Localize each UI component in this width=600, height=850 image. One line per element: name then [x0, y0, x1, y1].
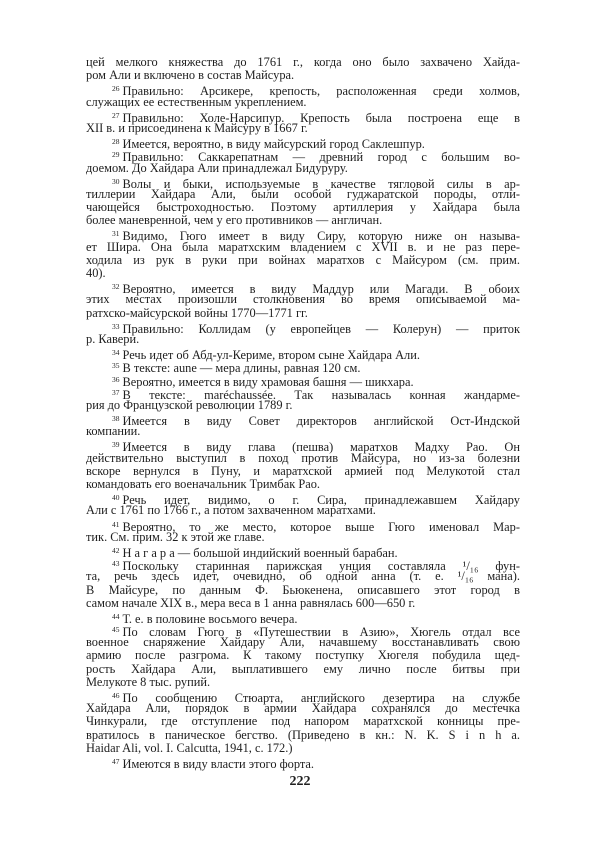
line-text: Имеется в виду глава (пешва) маратхов Мадху Рао. Он	[122, 440, 520, 455]
footnote-number: 27	[112, 110, 120, 120]
line-text: В Майсуре, по данным Ф. Бьюкенена, описавшего этот город в	[86, 582, 520, 597]
line-text: В тексте: maréchaussée. Так называлась конная жандарме-	[122, 387, 520, 402]
line-text: командовать его военачальник Тримбак Рао.	[86, 477, 320, 491]
footnote	[86, 438, 520, 491]
line-text: Мелукоте 8 тыс. рупий.	[86, 674, 211, 689]
footnote-number: 45	[112, 625, 120, 635]
line-text: Вероятно, имеется в виду Маддур или Магади. В обоих	[122, 282, 520, 297]
line-text: ходила из рук в руки при войнах маратхов с Майсуром (см. прим.	[86, 252, 520, 267]
line-text: цей мелкого княжества до 1761 г., когда оно было захвачено Хайда-	[86, 55, 520, 69]
line-text: 40).	[86, 266, 106, 280]
line-text: вскоре вернулся в Пуну, и маратхской армией под Мелукотой стал	[86, 463, 520, 478]
footnote	[86, 175, 520, 228]
footnote	[86, 346, 520, 363]
footnote	[86, 755, 520, 771]
line-text: Вероятно, имеется в виду храмовая башня — шикхара.	[122, 374, 414, 389]
footnote-number: 38	[112, 414, 120, 424]
footnote-number: 43	[112, 559, 120, 569]
text-line	[86, 610, 520, 626]
footnote	[86, 491, 520, 517]
line-text: армию после разгрома. К такому поступку Хюгеля побудила щед-	[86, 648, 520, 663]
line-text: Али с 1761 по 1766 г., а потом захваченном маратхами.	[86, 503, 376, 518]
page-number: 222	[289, 774, 311, 789]
text-line	[86, 254, 520, 267]
text-line	[86, 676, 520, 689]
line-text: Чинкурали, где отступление под напором маратхской конницы пре-	[86, 714, 520, 729]
footnote	[86, 320, 520, 346]
footnote-number: 30	[112, 176, 120, 186]
text-line	[86, 478, 520, 491]
line-text: По сообщению Стюарта, английского дезертира на службе	[122, 691, 520, 705]
text-line	[86, 755, 520, 771]
footnote	[86, 373, 520, 389]
line-text: этих местах произошли столкновения во время описываемой ма-	[86, 292, 520, 307]
text-line	[86, 346, 520, 363]
line-text: ром Али и включено в состав Майсура.	[86, 68, 295, 83]
footnote-number: 28	[112, 137, 120, 147]
text-line	[86, 359, 520, 376]
line-text: действительно выступил в поход против Майсура, но из-за болезни	[86, 450, 520, 465]
footnote	[86, 544, 520, 560]
footnote	[86, 109, 520, 135]
footnote	[86, 280, 520, 320]
line-text: тиллерии Хайдара Али, были особой гуджаратской породы, отли-	[86, 186, 520, 201]
line-text: Волы и быки, используемые в качестве тягловой силы в ар-	[122, 176, 520, 191]
line-text: рость Хайдара Али, выплатившего ему лично после битвы при	[86, 661, 520, 676]
footnote	[86, 227, 520, 280]
text-line	[86, 320, 520, 336]
text-line	[86, 742, 520, 755]
line-text: ет Шира. Она была маратхским владением с XVII в. и не раз пере-	[86, 239, 520, 254]
line-text: Речь идет, видимо, о г. Сира, принадлежавшем Хайдару	[122, 493, 520, 508]
line-text: Т. е. в половине восьмого вечера.	[122, 611, 298, 626]
text-line	[86, 373, 520, 389]
footnote-number: 47	[112, 756, 120, 766]
line-text: По словам Гюго в «Путешествии в Азию», Хюгель отдал все	[122, 625, 520, 640]
footnote-number: 40	[112, 493, 120, 503]
text-line	[86, 544, 520, 560]
line-text: военное снаряжение Хайдару Али, начавшему восстанавливать свою	[86, 635, 520, 650]
line-text: Вероятно, то же место, которое выше Гюго именовал Мар-	[122, 519, 520, 534]
line-text: Н а г а р а — большой индийский военный барабан.	[122, 545, 398, 560]
line-text: В тексте: aune — мера длины, равная 120 см.	[122, 361, 361, 376]
footnote	[86, 610, 520, 626]
footnote-number: 31	[112, 229, 120, 239]
footnote-number: 35	[112, 361, 120, 371]
footnote-number: 39	[112, 440, 120, 450]
line-text: XII в. и присоединена к Майсуру в 1667 г.	[86, 120, 308, 135]
footnote	[86, 135, 520, 152]
text-line	[86, 412, 520, 429]
footnote-number: 26	[112, 84, 120, 94]
text-line	[86, 69, 520, 82]
line-text: Имеется, вероятно, в виду майсурский город Саклешпур.	[122, 137, 425, 152]
footnote-number: 36	[112, 374, 120, 384]
footnote-number: 37	[112, 387, 120, 397]
line-text: компании.	[86, 424, 141, 439]
footnote	[86, 56, 520, 82]
line-text: ратхско-майсурской войны 1770—1771 гг.	[86, 305, 308, 320]
footnote-number: 29	[112, 150, 120, 160]
footnote	[86, 518, 520, 544]
footnote-number: 42	[112, 545, 120, 555]
line-text: служащих ее естественным укреплением.	[86, 94, 307, 109]
line-text: Правильно: Арсикере, крепость, расположенная среди холмов,	[122, 84, 520, 99]
line-text: доемом. До Хайдара Али принадлежал Бидуруру.	[86, 160, 348, 175]
line-text: самом начале XIX в., мера веса в 1 анна равнялась 600—650 г.	[86, 595, 416, 610]
line-text: Видимо, Гюго имеет в виду Сиру, которую ниже он называ-	[122, 229, 520, 244]
line-text: более маневренной, чем у его противников — англичан.	[86, 213, 383, 228]
footnote	[86, 148, 520, 174]
line-text: Правильно: Коллидам (у европейцев — Колерун) — приток	[122, 321, 520, 336]
line-text: тик. См. прим. 32 к этой же главе.	[86, 529, 265, 544]
line-text: Имеются в виду власти этого форта.	[122, 756, 315, 771]
line-text: Правильно: Саккарепатнам — древний город с большим во-	[122, 150, 520, 165]
line-text: р. Кавери.	[86, 331, 140, 346]
footnote	[86, 557, 520, 610]
footnote-number: 33	[112, 321, 120, 331]
footnote-number: 32	[112, 282, 120, 292]
line-text: чающейся быстроходностью. Поэтому артиллерия у Хайдара была	[86, 200, 520, 215]
footnotes-text	[86, 55, 520, 771]
line-text: Правильно: Холе-Нарсипур. Крепость была построена еще в	[122, 110, 520, 125]
line-text: Хайдара Али, порядок в армии Хайдара сохранялся до местечка	[86, 701, 520, 716]
text-line	[86, 597, 520, 610]
footnote	[86, 386, 520, 412]
text-line	[86, 267, 520, 280]
line-text: Речь идет об Абд-ул-Кериме, втором сыне Хайдара Али.	[122, 348, 420, 363]
line-text: Haidar Ali, vol. I. Calcutta, 1941, c. 172.)	[86, 740, 293, 755]
footnote	[86, 623, 520, 689]
line-text: рия до Французской революции 1789 г.	[86, 397, 293, 412]
footnote-number: 34	[112, 348, 120, 358]
text-line	[86, 307, 520, 320]
footnote	[86, 359, 520, 376]
footnote-number: 46	[112, 691, 120, 700]
line-text: вратилось в паническое бегство. (Приведено в кн.: N. K. S i n h a.	[86, 727, 520, 742]
text-line	[86, 214, 520, 227]
line-text: Поскольку старинная парижская унция составляла ¹/₁₆ фун-	[122, 559, 520, 574]
footnote	[86, 412, 520, 438]
footnote	[86, 82, 520, 108]
footnote-number: 44	[112, 611, 120, 621]
text-line	[86, 135, 520, 152]
footnote-number: 41	[112, 519, 120, 529]
line-text: Имеется в виду Совет директоров английской Ост-Индской	[122, 414, 520, 429]
line-text: та, речь здесь идет, очевидно, об одной анна (т. е. ¹/₁₆ мана).	[86, 569, 520, 584]
footnote	[86, 689, 520, 755]
